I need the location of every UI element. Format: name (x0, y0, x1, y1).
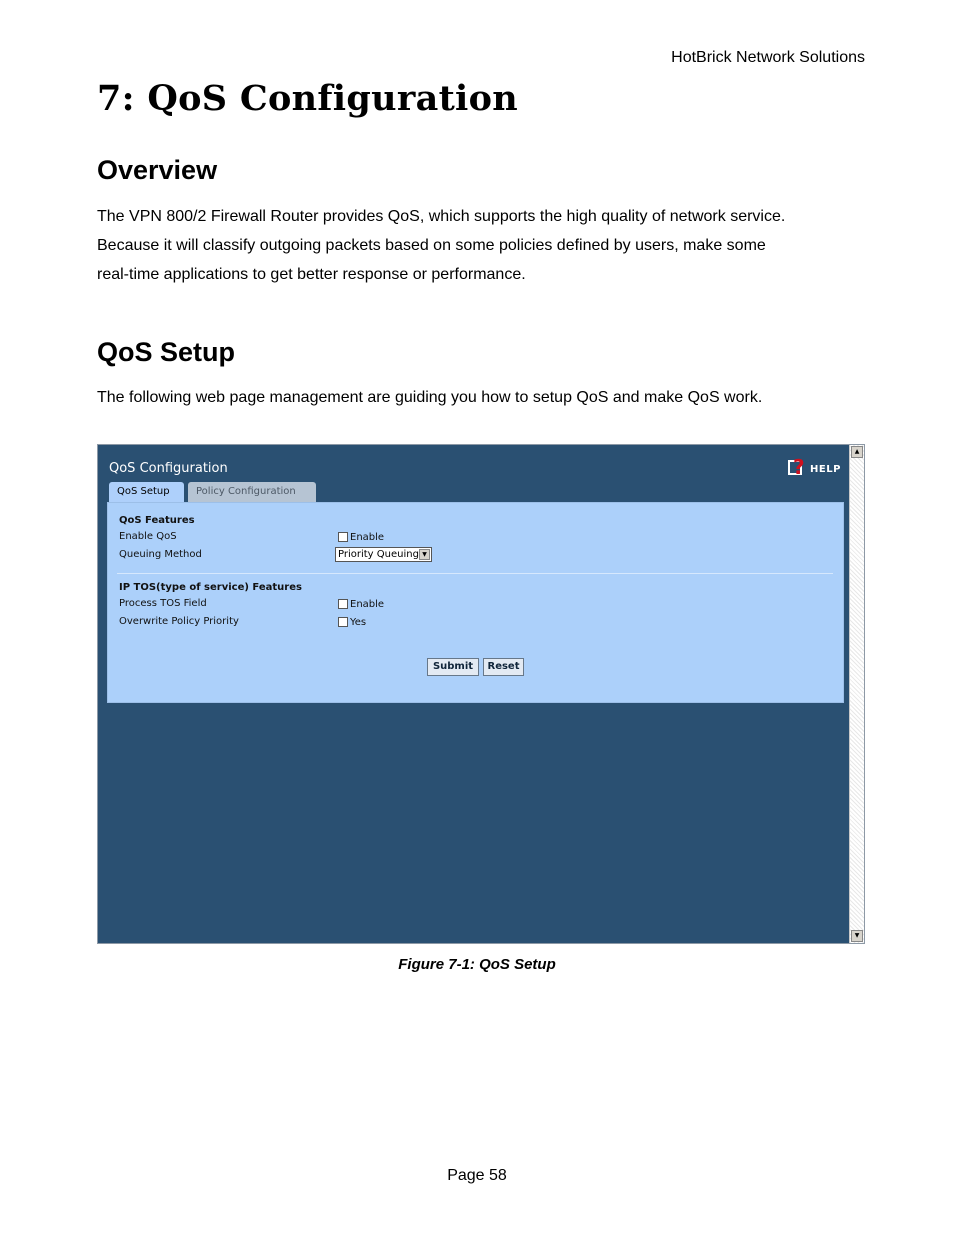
page-number: Page 58 (447, 1167, 507, 1184)
help-label: HELP (810, 464, 841, 475)
overwrite-priority-label: Overwrite Policy Priority (119, 616, 239, 627)
help-button[interactable] (784, 455, 841, 480)
overview-line: real-time applications to get better response or performance. (97, 266, 526, 283)
reset-button[interactable]: Reset (483, 658, 524, 676)
vertical-scrollbar[interactable] (849, 445, 864, 943)
tab-policy-configuration[interactable]: Policy Configuration (188, 482, 316, 502)
chevron-down-icon: ▼ (419, 549, 430, 560)
qos-features-heading: QoS Features (119, 515, 195, 526)
submit-button[interactable]: Submit (427, 658, 479, 676)
chapter-title: 7: QoS Configuration (97, 78, 519, 119)
overwrite-priority-option: Yes (350, 617, 367, 628)
queuing-method-select[interactable] (335, 547, 432, 562)
process-tos-label: Process TOS Field (119, 598, 207, 609)
tos-features-heading: IP TOS(type of service) Features (119, 582, 302, 593)
overview-heading: Overview (97, 155, 218, 185)
tab-qos-setup[interactable]: QoS Setup (109, 482, 184, 502)
overview-paragraph (97, 202, 857, 289)
header-company: HotBrick Network Solutions (671, 49, 865, 66)
process-tos-option: Enable (350, 599, 385, 610)
overview-line: The VPN 800/2 Firewall Router provides QoS, which supports the high quality of network service. (97, 208, 786, 225)
queuing-method-value: Priority Queuing (338, 549, 419, 560)
qos-config-screenshot (97, 444, 865, 944)
overview-line: Because it will classify outgoing packets based on some policies defined by users, make some (97, 237, 766, 254)
figure-caption: Figure 7-1: QoS Setup (398, 956, 556, 973)
settings-panel (107, 502, 844, 703)
question-mark-icon: ? (793, 455, 805, 479)
process-tos-checkbox[interactable] (338, 599, 348, 609)
enable-qos-checkbox[interactable] (338, 532, 348, 542)
scroll-down-icon[interactable]: ▼ (851, 930, 863, 942)
queuing-method-label: Queuing Method (119, 549, 202, 560)
qos-setup-paragraph: The following web page management are guiding you how to setup QoS and make QoS work. (97, 389, 763, 406)
enable-qos-label: Enable QoS (119, 531, 177, 542)
scroll-up-icon[interactable]: ▲ (851, 446, 863, 458)
enable-qos-option: Enable (350, 532, 385, 543)
screenshot-title: QoS Configuration (109, 461, 228, 476)
overwrite-priority-checkbox[interactable] (338, 617, 348, 627)
section-divider (117, 573, 833, 574)
qos-setup-heading: QoS Setup (97, 337, 236, 367)
